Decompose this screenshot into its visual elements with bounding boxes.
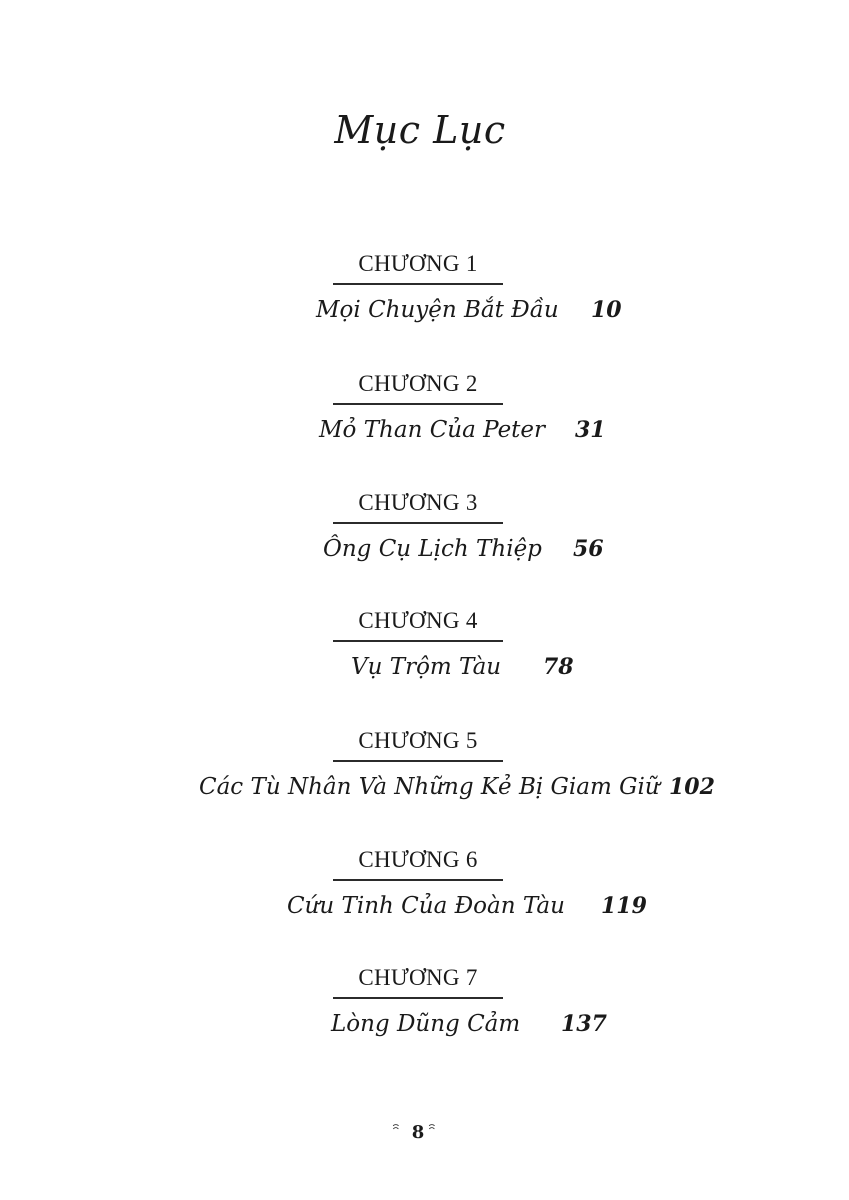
chapter-page-number: 31 [575, 417, 606, 443]
chapter-page-number: 102 [669, 774, 715, 800]
chapter-page-number: 10 [591, 297, 622, 323]
toc-chapter-7 [0, 964, 849, 1054]
folio-page-number: 8 [411, 1122, 425, 1143]
chapter-title: Mỏ Than Của Peter [319, 417, 546, 443]
chapter-divider [333, 997, 503, 999]
chapter-divider [333, 403, 503, 405]
toc-chapter-6 [0, 846, 849, 936]
chapter-heading: CHƯƠNG 5 [358, 728, 478, 753]
toc-chapter-5 [0, 727, 849, 817]
chapter-title: Các Tù Nhân Và Những Kẻ Bị Giam Giữ [199, 774, 660, 800]
toc-chapter-3 [0, 489, 849, 579]
chapter-title: Vụ Trộm Tàu [351, 654, 502, 680]
toc-chapter-2 [0, 370, 849, 460]
page-title: Mục Lục [334, 108, 506, 152]
chapter-page-number: 137 [561, 1011, 607, 1037]
chapter-divider [333, 640, 503, 642]
chapter-heading: CHƯƠNG 4 [358, 608, 478, 633]
chapter-title: Cứu Tinh Của Đoàn Tàu [287, 893, 565, 919]
chapter-divider [333, 283, 503, 285]
chapter-title: Ông Cụ Lịch Thiệp [323, 536, 542, 562]
chapter-heading: CHƯƠNG 3 [358, 490, 478, 515]
chapter-heading: CHƯƠNG 7 [358, 965, 478, 990]
chapter-divider [333, 879, 503, 881]
chapter-divider [333, 522, 503, 524]
chapter-title: Lòng Dũng Cảm [331, 1011, 521, 1037]
chapter-page-number: 56 [573, 536, 604, 562]
toc-chapter-1 [0, 250, 849, 340]
chapter-title: Mọi Chuyện Bắt Đầu [316, 297, 559, 323]
chapter-page-number: 78 [543, 654, 574, 680]
chapter-divider [333, 760, 503, 762]
chapter-heading: CHƯƠNG 1 [358, 251, 478, 276]
toc-chapter-4 [0, 607, 849, 697]
page-footer [0, 1122, 836, 1146]
chapter-heading: CHƯƠNG 2 [358, 371, 478, 396]
chapter-heading: CHƯƠNG 6 [358, 847, 478, 872]
chapter-page-number: 119 [601, 893, 647, 919]
